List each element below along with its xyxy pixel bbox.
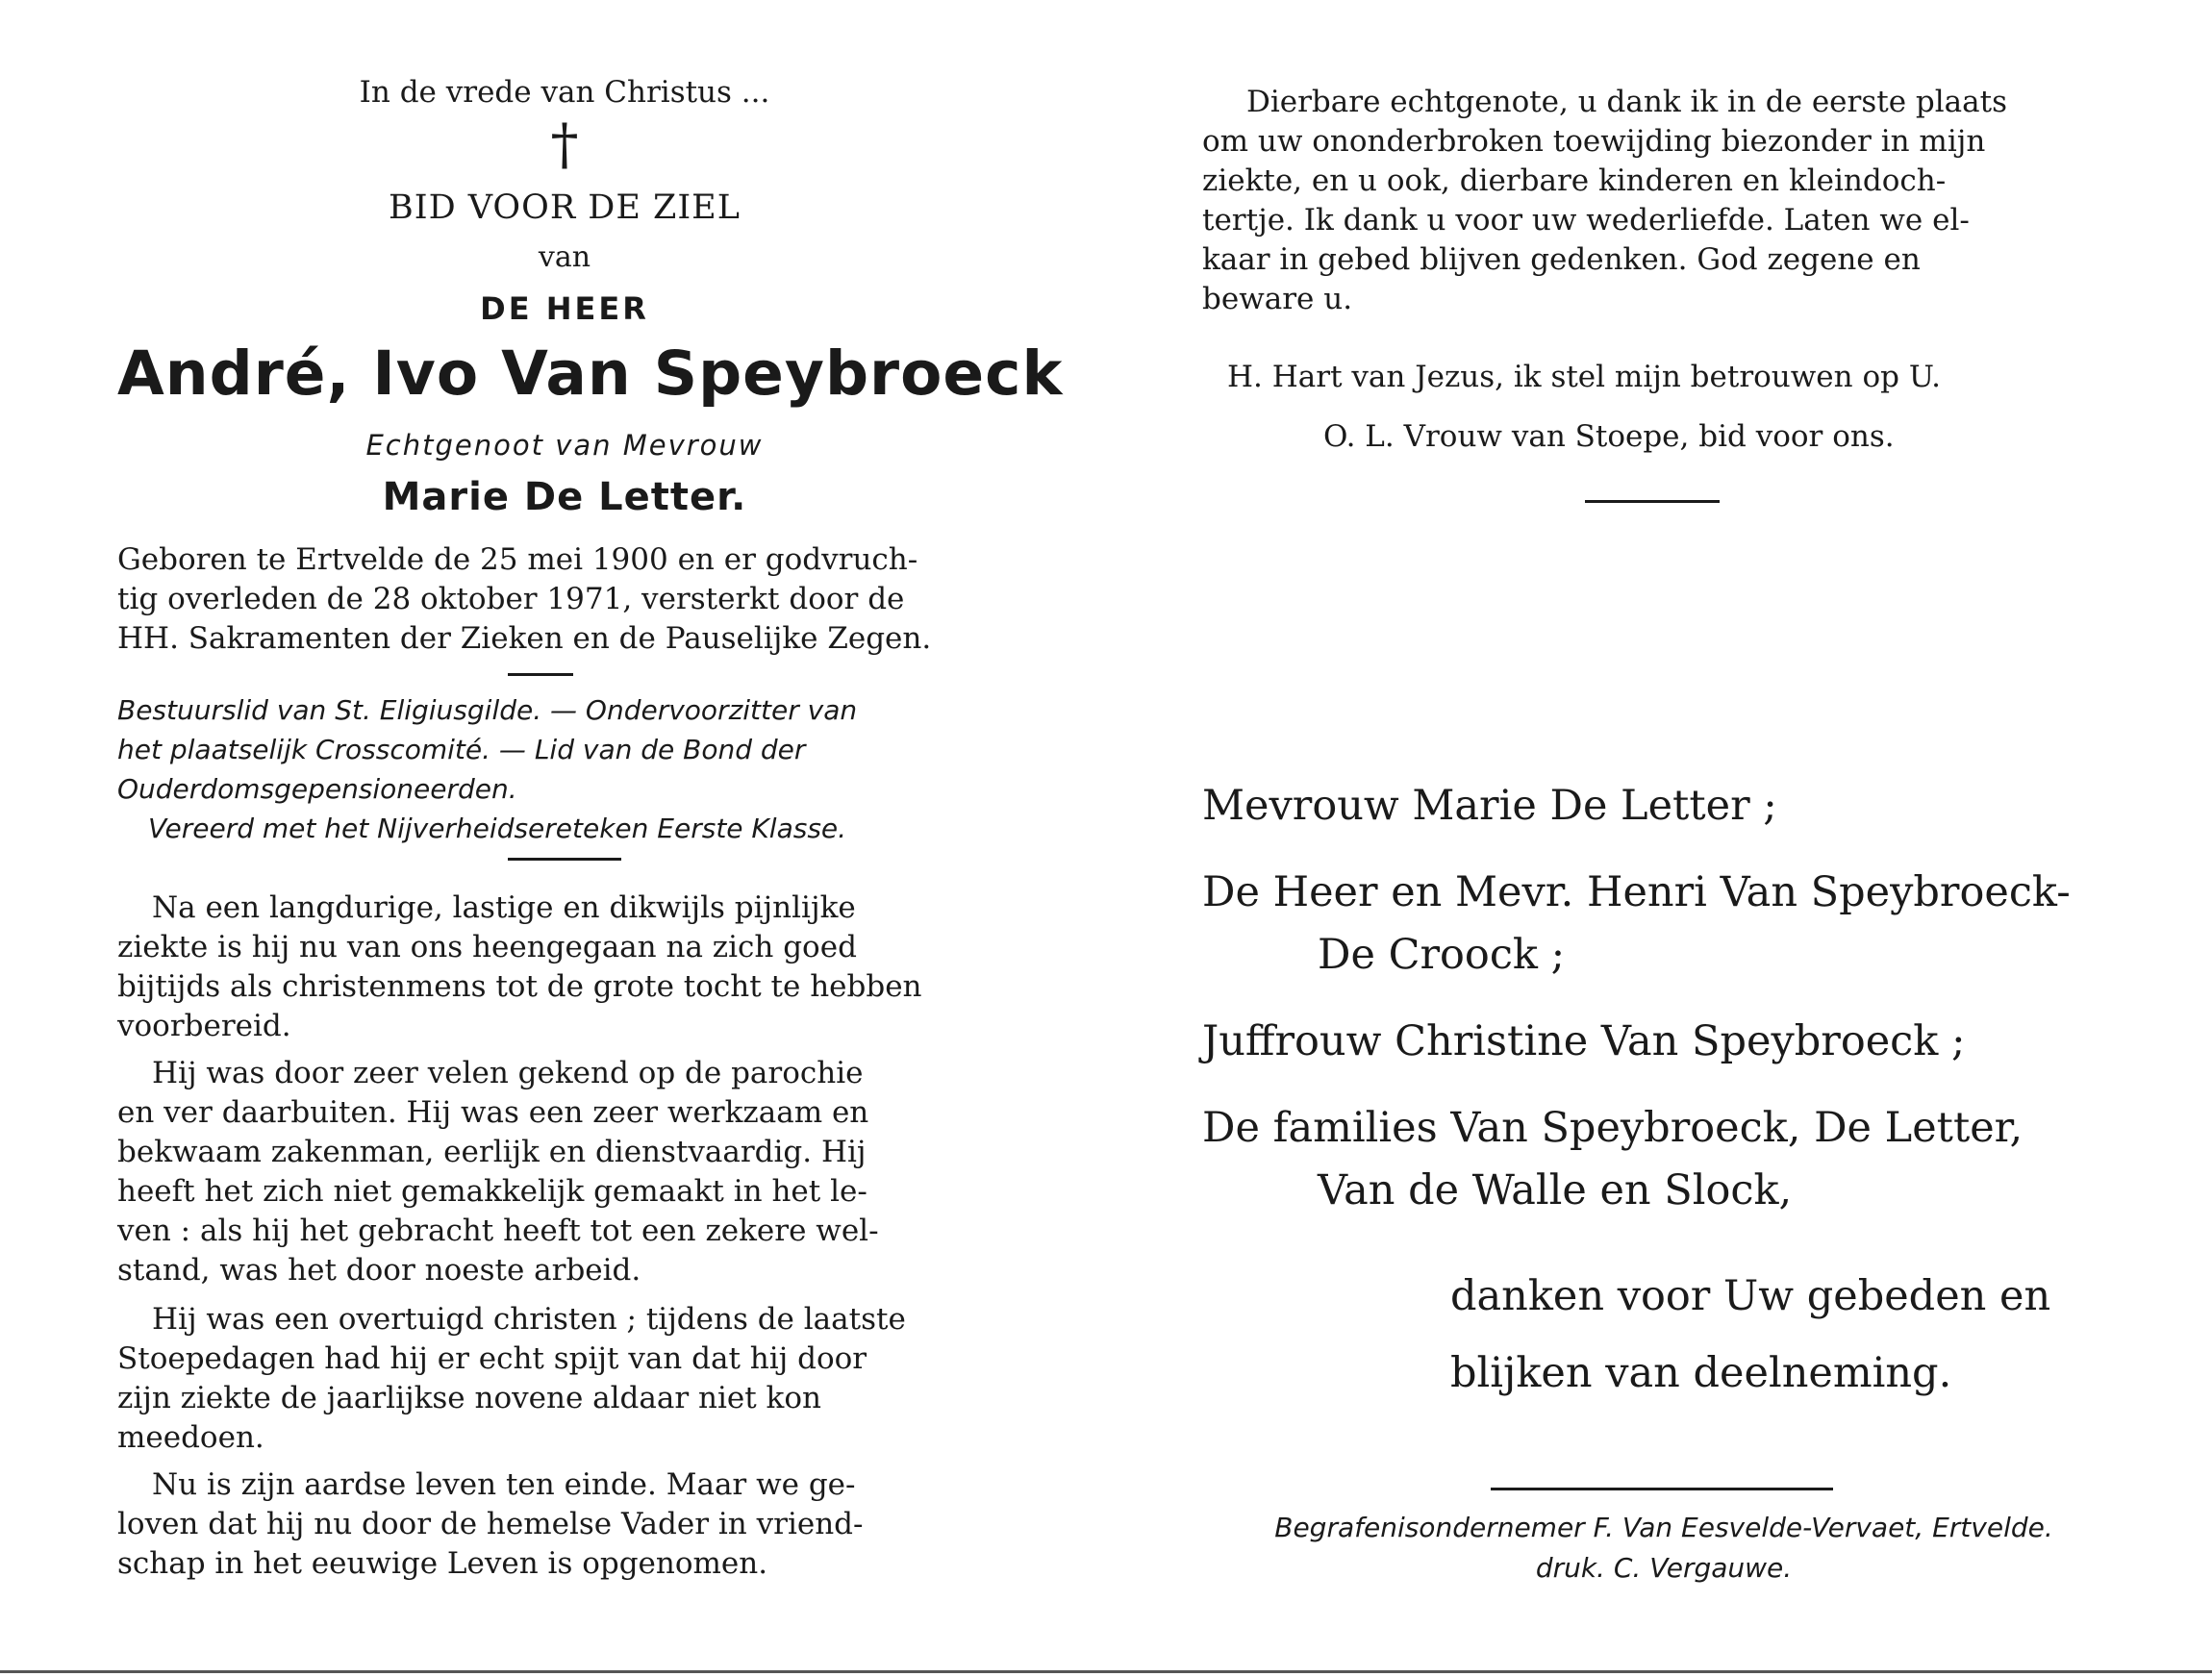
faith-paragraph (117, 1300, 1012, 1458)
prayer-sacred-heart: H. Hart van Jezus, ik stel mijn betrouwen op U. (1227, 360, 1941, 394)
text-line: kaar in gebed blijven gedenken. God zegene en (1202, 242, 1921, 277)
divider (508, 858, 621, 861)
divider (508, 673, 573, 676)
text-line: Vereerd met het Nijverheidsereteken Eerste Klasse. (148, 813, 847, 844)
text-line: Hij was een overtuigd christen ; tijdens de laatste (152, 1302, 906, 1337)
divider (1491, 1488, 1833, 1490)
text-line: Ouderdomsgepensioneerden. (117, 773, 517, 805)
text-line: en ver daarbuiten. Hij was een zeer werkzaam en (117, 1095, 869, 1130)
character-paragraph (117, 1054, 1012, 1290)
title-line: DE HEER (480, 290, 649, 327)
text-line: zijn ziekte de jaarlijkse novene aldaar niet kon (117, 1381, 821, 1415)
closing-paragraph (117, 1465, 1012, 1584)
family-line: De families Van Speybroeck, De Letter, (1202, 1104, 2023, 1152)
illness-paragraph (117, 889, 1012, 1046)
card-bottom-edge (0, 1670, 2212, 1673)
closing-line: danken voor Uw gebeden en (1450, 1272, 2051, 1320)
birth-paragraph (117, 540, 1012, 659)
text-line: bekwaam zakenman, eerlijk en dienstvaardig. Hij (117, 1135, 867, 1169)
thanks-paragraph (1202, 83, 2077, 319)
spouse-intro: Echtgenoot van Mevrouw (365, 429, 764, 462)
text-line: voorbereid. (117, 1009, 291, 1043)
family-line: De Croock ; (1318, 931, 1566, 979)
text-line: Na een langdurige, lastige en dikwijls pijnlijke (152, 890, 856, 925)
deceased-name: André, Ivo Van Speybroeck (117, 338, 1064, 409)
text-line: ziekte is hij nu van ons heengegaan na zich goed (117, 930, 857, 964)
spouse-name: Marie De Letter. (382, 475, 747, 519)
text-line: heeft het zich niet gemakkelijk gemaakt in het le- (117, 1174, 867, 1209)
divider (1585, 500, 1720, 503)
family-line: Van de Walle en Slock, (1318, 1166, 1793, 1214)
text-line: tertje. Ik dank u voor uw wederliefde. Laten we el- (1202, 203, 1970, 238)
van-line: van (538, 240, 591, 274)
text-line: Stoepedagen had hij er echt spijt van dat hij door (117, 1341, 867, 1376)
text-line: Geboren te Ertvelde de 25 mei 1900 en er godvruch- (117, 542, 918, 577)
text-line: beware u. (1202, 282, 1353, 316)
text-line: om uw ononderbroken toewijding biezonder in mijn (1202, 124, 1986, 159)
roles-paragraph (117, 690, 1012, 848)
closing-line: blijken van deelneming. (1450, 1349, 1952, 1397)
cross-icon: † (550, 112, 579, 177)
undertaker-line: Begrafenisondernemer F. Van Eesvelde-Vervaet, Ertvelde. (1274, 1512, 2053, 1543)
text-line: HH. Sakramenten der Zieken en de Pauselijke Zegen. (117, 621, 932, 656)
text-line: loven dat hij nu door de hemelse Vader in vriend- (117, 1507, 864, 1541)
printer-line: druk. C. Vergauwe. (1535, 1552, 1793, 1584)
text-line: bijtijds als christenmens tot de grote tocht te hebben (117, 969, 922, 1004)
text-line: Dierbare echtgenote, u dank ik in de eerste plaats (1246, 85, 2007, 119)
text-line: stand, was het door noeste arbeid. (117, 1253, 641, 1288)
prayer-our-lady: O. L. Vrouw van Stoepe, bid voor ons. (1323, 419, 1895, 454)
text-line: Hij was door zeer velen gekend op de parochie (152, 1056, 864, 1090)
family-line: De Heer en Mevr. Henri Van Speybroeck- (1202, 868, 2071, 916)
text-line: Bestuurslid van St. Eligiusgilde. — Ondervoorzitter van (117, 694, 858, 726)
text-line: meedoen. (117, 1420, 264, 1455)
family-line: Mevrouw Marie De Letter ; (1202, 782, 1777, 830)
text-line: het plaatselijk Crosscomité. — Lid van de Bond der (117, 734, 806, 765)
pray-heading: BID VOOR DE ZIEL (389, 188, 741, 227)
opening-line: In de vrede van Christus ... (359, 75, 770, 110)
text-line: ven : als hij het gebracht heeft tot een zekere wel- (117, 1214, 879, 1248)
family-line: Juffrouw Christine Van Speybroeck ; (1202, 1017, 1966, 1065)
text-line: tig overleden de 28 oktober 1971, versterkt door de (117, 582, 905, 616)
text-line: Nu is zijn aardse leven ten einde. Maar we ge- (152, 1467, 856, 1502)
text-line: ziekte, en u ook, dierbare kinderen en kleindoch- (1202, 163, 1947, 198)
text-line: schap in het eeuwige Leven is opgenomen. (117, 1546, 768, 1581)
